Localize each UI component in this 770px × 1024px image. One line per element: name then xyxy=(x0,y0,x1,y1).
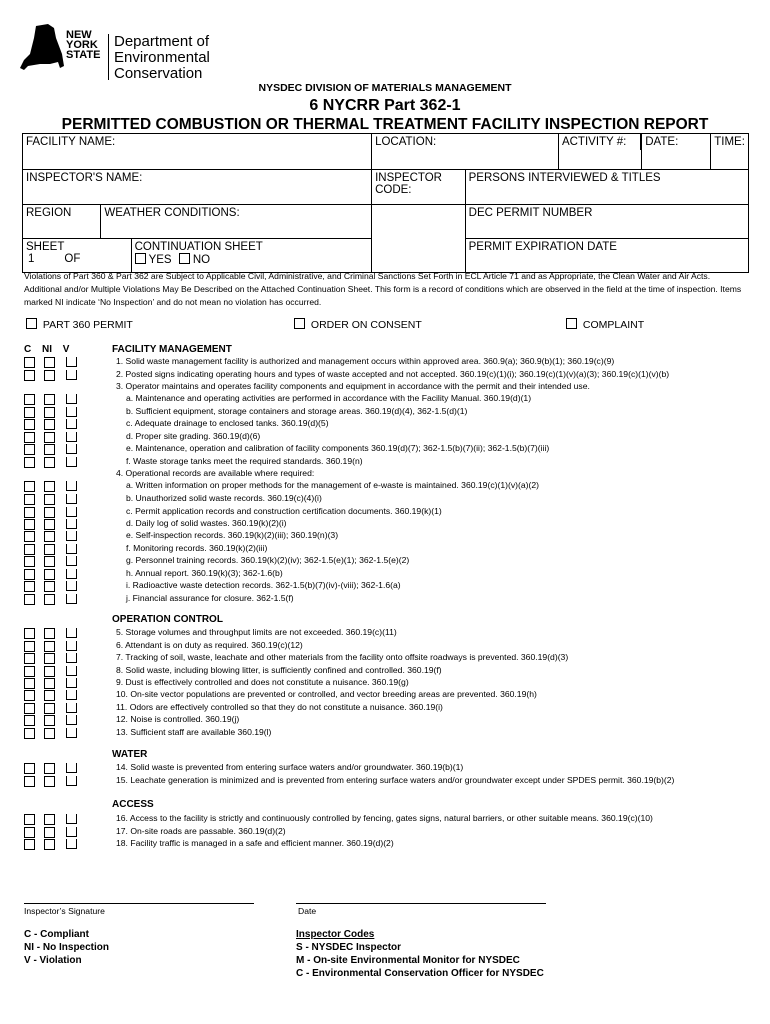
violation-checkbox[interactable] xyxy=(66,481,77,491)
cnv-checkbox-group xyxy=(24,628,84,639)
no-inspection-checkbox[interactable] xyxy=(44,690,55,701)
date-time-field[interactable] xyxy=(642,134,749,170)
sheet-field[interactable]: SHEET 1 OF xyxy=(23,239,132,273)
violation-checkbox[interactable] xyxy=(66,827,77,837)
cnv-checkbox-group xyxy=(24,641,84,652)
logo-department-text: Department of Environmental Conservation xyxy=(114,33,210,82)
cnv-checkbox-group xyxy=(24,839,84,850)
signature-label: Inspector’s Signature xyxy=(24,906,105,916)
no-inspection-checkbox[interactable] xyxy=(44,776,55,787)
division-heading: NYSDEC DIVISION OF MATERIALS MANAGEMENT xyxy=(258,82,512,94)
violation-checkbox[interactable] xyxy=(66,776,77,786)
checklist-item-text: 15. Leachate generation is minimized and is prevented from entering surface waters and/or groundwater except under SPDES permit. 360.19(b)(2) xyxy=(116,775,675,785)
date-line xyxy=(296,903,546,904)
cnv-checkbox-group xyxy=(24,690,84,701)
cnv-checkbox-group xyxy=(24,544,84,555)
compliant-checkbox[interactable] xyxy=(24,581,35,592)
checklist-item-text: a. Maintenance and operating activities are performed in accordance with the Facility Manual. 360.19(d)(1) xyxy=(126,393,532,403)
no-inspection-checkbox[interactable] xyxy=(44,594,55,605)
violations-note: Violations of Part 360 & Part 362 are Subject to Applicable Civil, Administrative, and Criminal Sanctions Set Forth in ECL Article 71 and as Appropriate, the Clean Water and Air Acts. Additional and/or Multiple Violations May Be Described on the Attached Continuation Sheet. This form is a record of conditions which are observed in the field at the time of inspection. Items marked NI indicate ‘No Inspection’ and do not mean no violation has occurred. xyxy=(24,271,742,307)
checklist-item-text: 18. Facility traffic is managed in a safe and efficient manner. 360.19(d)(2) xyxy=(116,838,394,848)
compliant-checkbox[interactable] xyxy=(24,814,35,825)
violation-checkbox[interactable] xyxy=(66,641,77,651)
no-inspection-checkbox[interactable] xyxy=(44,407,55,418)
time-field[interactable]: TIME: xyxy=(714,136,745,148)
nys-dec-logo xyxy=(20,24,220,86)
compliant-checkbox[interactable] xyxy=(24,763,35,774)
checklist-item-text: h. Annual report. 360.19(k)(3); 362-1.6(b) xyxy=(126,568,283,578)
cnv-checkbox-group xyxy=(24,814,84,825)
cnv-checkbox-group xyxy=(24,494,84,505)
compliant-checkbox[interactable] xyxy=(24,494,35,505)
part360-checkbox[interactable] xyxy=(26,318,37,329)
permit-number-field[interactable]: DEC PERMIT NUMBER xyxy=(465,205,748,239)
date-label: Date xyxy=(298,906,317,916)
no-inspection-checkbox[interactable] xyxy=(44,507,55,518)
no-inspection-checkbox[interactable] xyxy=(44,556,55,567)
checklist-item-text: a. Written information on proper methods for the management of e-waste is maintained. 360.19(c)(1)(v)(a)(2) xyxy=(126,480,540,490)
no-inspection-checkbox[interactable] xyxy=(44,519,55,530)
signature-line xyxy=(24,903,254,904)
no-inspection-checkbox[interactable] xyxy=(44,494,55,505)
compliant-checkbox[interactable] xyxy=(24,666,35,677)
blank-cell xyxy=(372,239,466,273)
weather-field[interactable]: WEATHER CONDITIONS: xyxy=(101,205,372,239)
no-inspection-checkbox[interactable] xyxy=(44,569,55,580)
no-inspection-checkbox[interactable] xyxy=(44,653,55,664)
checklist-item-text: 14. Solid waste is prevented from entering surface waters and/or groundwater. 360.19(b)(1) xyxy=(116,762,464,772)
compliant-checkbox[interactable] xyxy=(24,678,35,689)
consent-checkbox[interactable] xyxy=(294,318,305,329)
compliant-checkbox[interactable] xyxy=(24,594,35,605)
region-field[interactable]: REGION xyxy=(23,205,101,239)
inspector-name-field[interactable]: INSPECTOR'S NAME: xyxy=(23,170,372,205)
violation-checkbox[interactable] xyxy=(66,370,77,380)
violation-checkbox[interactable] xyxy=(66,763,77,773)
cnv-checkbox-group xyxy=(24,581,84,592)
cnv-checkbox-group xyxy=(24,594,84,605)
cnv-checkbox-group xyxy=(24,519,84,530)
compliant-checkbox[interactable] xyxy=(24,531,35,542)
cnv-checkbox-group xyxy=(24,715,84,726)
yes-checkbox[interactable] xyxy=(135,253,146,264)
compliant-checkbox[interactable] xyxy=(24,370,35,381)
compliant-checkbox[interactable] xyxy=(24,641,35,652)
checklist-item-text: c. Adequate drainage to enclosed tanks. 360.19(d)(5) xyxy=(126,418,329,428)
compliant-checkbox[interactable] xyxy=(24,556,35,567)
cnv-checkbox-group xyxy=(24,666,84,677)
violation-checkbox[interactable] xyxy=(66,507,77,517)
checklist-item-text: 17. On-site roads are passable. 360.19(d)(2) xyxy=(116,826,286,836)
checklist-item-text: 1. Solid waste management facility is authorized and management occurs within approved area. 360.9(a); 360.9(b)(1); 360.19(c)(9) xyxy=(116,356,615,366)
checklist-item-text: b. Unauthorized solid waste records. 360.19(c)(4)(i) xyxy=(126,493,322,503)
compliant-checkbox[interactable] xyxy=(24,690,35,701)
cnv-checkbox-group xyxy=(24,728,84,739)
logo-state-text: NEW YORK STATE xyxy=(66,29,101,61)
no-inspection-checkbox[interactable] xyxy=(44,703,55,714)
cnv-checkbox-group xyxy=(24,653,84,664)
violation-checkbox[interactable] xyxy=(66,703,77,713)
activity-field[interactable]: ACTIVITY #: xyxy=(558,134,641,170)
regulation-part: 6 NYCRR Part 362-1 xyxy=(309,97,461,114)
checklist-item-text: 8. Solid waste, including blowing litter, is sufficiently confined and controlled. 360.19(f) xyxy=(116,665,442,675)
compliant-checkbox[interactable] xyxy=(24,544,35,555)
continuation-sheet-field: CONTINUATION SHEET YES NO xyxy=(131,239,371,273)
violation-checkbox[interactable] xyxy=(66,594,77,604)
cnv-checkbox-group xyxy=(24,370,84,381)
cnv-checkbox-group xyxy=(24,556,84,567)
no-inspection-checkbox[interactable] xyxy=(44,370,55,381)
no-inspection-checkbox[interactable] xyxy=(44,357,55,368)
compliant-checkbox[interactable] xyxy=(24,357,35,368)
compliant-checkbox[interactable] xyxy=(24,407,35,418)
checklist-item-text: g. Personnel training records. 360.19(k)(2)(iv); 362-1.5(e)(1); 362-1.5(e)(2) xyxy=(126,555,410,565)
cnv-checkbox-group xyxy=(24,763,84,774)
violation-checkbox[interactable] xyxy=(66,444,77,454)
cnv-checkbox-group xyxy=(24,776,84,787)
violation-checkbox[interactable] xyxy=(66,690,77,700)
section-operation-control: OPERATION CONTROL xyxy=(112,614,223,625)
option-complaint[interactable]: COMPLAINT xyxy=(566,318,644,331)
checklist-item-text: 5. Storage volumes and throughput limits are not exceeded. 360.19(c)(11) xyxy=(116,627,397,637)
violation-checkbox[interactable] xyxy=(66,653,77,663)
no-inspection-checkbox[interactable] xyxy=(44,544,55,555)
compliant-checkbox[interactable] xyxy=(24,444,35,455)
violation-checkbox[interactable] xyxy=(66,839,77,849)
compliant-checkbox[interactable] xyxy=(24,827,35,838)
option-part360[interactable]: PART 360 PERMIT xyxy=(26,318,133,331)
complaint-checkbox[interactable] xyxy=(566,318,577,329)
checklist-item-text: d. Daily log of solid wastes. 360.19(k)(2)(i) xyxy=(126,518,287,528)
compliant-checkbox[interactable] xyxy=(24,628,35,639)
violation-checkbox[interactable] xyxy=(66,357,77,367)
cnv-checkbox-group xyxy=(24,703,84,714)
checklist-item-text: 7. Tracking of soil, waste, leachate and other materials from the facility onto offsite roadways is prevented. 360.19(d)(3) xyxy=(116,652,569,662)
violation-checkbox[interactable] xyxy=(66,581,77,591)
no-inspection-checkbox[interactable] xyxy=(44,728,55,739)
violation-checkbox[interactable] xyxy=(66,494,77,504)
compliant-checkbox[interactable] xyxy=(24,728,35,739)
inspector-code-field[interactable]: INSPECTOR CODE: xyxy=(372,170,466,205)
no-inspection-checkbox[interactable] xyxy=(44,444,55,455)
violation-checkbox[interactable] xyxy=(66,407,77,417)
cnv-checkbox-group xyxy=(24,678,84,689)
no-inspection-checkbox[interactable] xyxy=(44,531,55,542)
checklist-item-text: 11. Odors are effectively controlled so that they do not constitute a nuisance. 360.19(i) xyxy=(116,702,443,712)
date-field[interactable]: DATE: xyxy=(642,134,711,169)
compliant-checkbox[interactable] xyxy=(24,432,35,443)
compliant-checkbox[interactable] xyxy=(24,507,35,518)
violation-checkbox[interactable] xyxy=(66,569,77,579)
checklist-item-text: b. Sufficient equipment, storage containers and storage areas. 360.19(d)(4), 362-1.5(d)(1) xyxy=(126,406,468,416)
logo-divider xyxy=(108,34,109,80)
violation-checkbox[interactable] xyxy=(66,666,77,676)
compliant-checkbox[interactable] xyxy=(24,481,35,492)
status-legend: C - Compliant NI - No Inspection V - Violation xyxy=(24,929,109,966)
cnv-checkbox-group xyxy=(24,531,84,542)
checklist-item-text: 16. Access to the facility is strictly and continuously controlled by fencing, gates signs, natural barriers, or other suitable means. 360.19(c)(10) xyxy=(116,813,653,823)
violation-checkbox[interactable] xyxy=(66,432,77,442)
checklist-item-text: i. Radioactive waste detection records. 362-1.5(b)(7)(iv)-(viii); 362-1.6(a) xyxy=(126,580,401,590)
checklist-item-text: 4. Operational records are available where required: xyxy=(116,468,315,478)
compliant-checkbox[interactable] xyxy=(24,653,35,664)
no-inspection-checkbox[interactable] xyxy=(44,763,55,774)
cnv-checkbox-group xyxy=(24,481,84,492)
checklist-item-text: 13. Sufficient staff are available 360.19(l) xyxy=(116,727,272,737)
checklist-item-text: f. Waste storage tanks meet the required standards. 360.19(n) xyxy=(126,456,363,466)
compliant-checkbox[interactable] xyxy=(24,519,35,530)
checklist-item-text: e. Self-inspection records. 360.19(k)(2)(iii); 360.19(n)(3) xyxy=(126,530,339,540)
checklist-item-text: 6. Attendant is on duty as required. 360.19(c)(12) xyxy=(116,640,303,650)
cnv-checkbox-group xyxy=(24,407,84,418)
no-checkbox[interactable] xyxy=(179,253,190,264)
compliant-checkbox[interactable] xyxy=(24,457,35,468)
no-inspection-checkbox[interactable] xyxy=(44,641,55,652)
inspector-codes: Inspector Codes S - NYSDEC Inspector M - On-site Environmental Monitor for NYSDEC C - Environmental Conservation Officer for NYSDEC xyxy=(296,929,544,979)
no-inspection-checkbox[interactable] xyxy=(44,628,55,639)
no-inspection-checkbox[interactable] xyxy=(44,678,55,689)
section-access: ACCESS xyxy=(112,799,154,810)
checklist-item-text: e. Maintenance, operation and calibration of facility components 360.19(d)(7); 362-1.5(b)(7)(ii); 362-1.5(b)(7)(iii) xyxy=(126,443,550,453)
cnv-checkbox-group xyxy=(24,394,84,405)
facility-name-field[interactable]: FACILITY NAME: xyxy=(23,134,372,170)
violation-checkbox[interactable] xyxy=(66,544,77,554)
checklist-item-text: 12. Noise is controlled. 360.19(j) xyxy=(116,714,240,724)
violation-checkbox[interactable] xyxy=(66,728,77,738)
violation-checkbox[interactable] xyxy=(66,678,77,688)
location-field[interactable]: LOCATION: xyxy=(372,134,559,170)
no-inspection-checkbox[interactable] xyxy=(44,581,55,592)
cnv-checkbox-group xyxy=(24,827,84,838)
violation-checkbox[interactable] xyxy=(66,419,77,429)
no-inspection-checkbox[interactable] xyxy=(44,827,55,838)
violation-checkbox[interactable] xyxy=(66,457,77,467)
compliant-checkbox[interactable] xyxy=(24,394,35,405)
violation-checkbox[interactable] xyxy=(66,556,77,566)
violation-checkbox[interactable] xyxy=(66,715,77,725)
cnv-checkbox-group xyxy=(24,507,84,518)
violation-checkbox[interactable] xyxy=(66,531,77,541)
cnv-checkbox-group xyxy=(24,432,84,443)
checklist-item-text: f. Monitoring records. 360.19(k)(2)(iii) xyxy=(126,543,268,553)
inspection-header-table xyxy=(22,133,749,273)
cnv-checkbox-group xyxy=(24,444,84,455)
checklist-item-text: 2. Posted signs indicating operating hours and types of waste accepted and not accepted. 360.19(c)(1)(i); 360.19(c)(1)(v)(a)(3); 360.19(c)(1)(v)(b) xyxy=(116,369,670,379)
compliant-checkbox[interactable] xyxy=(24,703,35,714)
compliant-checkbox[interactable] xyxy=(24,419,35,430)
checklist-item-text: 10. On-site vector populations are prevented or controlled, and vector breeding areas are prevented. 360.19(h) xyxy=(116,689,537,699)
no-inspection-checkbox[interactable] xyxy=(44,419,55,430)
no-inspection-checkbox[interactable] xyxy=(44,394,55,405)
violation-checkbox[interactable] xyxy=(66,519,77,529)
blank-cell xyxy=(372,205,466,239)
compliant-checkbox[interactable] xyxy=(24,776,35,787)
cnv-checkbox-group xyxy=(24,457,84,468)
section-water: WATER xyxy=(112,749,148,760)
checklist-item-text: d. Proper site grading. 360.19(d)(6) xyxy=(126,431,261,441)
persons-interviewed-field[interactable]: PERSONS INTERVIEWED & TITLES xyxy=(465,170,748,205)
checklist-item-text: c. Permit application records and construction certification documents. 360.19(k)(1) xyxy=(126,506,442,516)
checklist-item-text: j. Financial assurance for closure. 362-1.5(f) xyxy=(126,593,294,603)
no-inspection-checkbox[interactable] xyxy=(44,839,55,850)
cnv-checkbox-group xyxy=(24,569,84,580)
compliant-checkbox[interactable] xyxy=(24,839,35,850)
cnv-checkbox-group xyxy=(24,419,84,430)
violation-checkbox[interactable] xyxy=(66,628,77,638)
checklist-item-text: 9. Dust is effectively controlled and does not constitute a nuisance. 360.19(g) xyxy=(116,677,409,687)
no-inspection-checkbox[interactable] xyxy=(44,814,55,825)
no-inspection-checkbox[interactable] xyxy=(44,481,55,492)
violation-checkbox[interactable] xyxy=(66,394,77,404)
option-consent[interactable]: ORDER ON CONSENT xyxy=(294,318,422,331)
cnv-checkbox-group xyxy=(24,357,84,368)
report-title: PERMITTED COMBUSTION OR THERMAL TREATMENT FACILITY INSPECTION REPORT xyxy=(61,116,709,133)
new-york-state-map-icon xyxy=(20,24,66,72)
section-facility-management: FACILITY MANAGEMENT xyxy=(112,344,232,355)
violation-checkbox[interactable] xyxy=(66,814,77,824)
compliant-checkbox[interactable] xyxy=(24,569,35,580)
permit-expiration-field[interactable]: PERMIT EXPIRATION DATE xyxy=(465,239,748,273)
column-headers: C NI V xyxy=(24,344,70,355)
no-inspection-checkbox[interactable] xyxy=(44,457,55,468)
no-inspection-checkbox[interactable] xyxy=(44,666,55,677)
no-inspection-checkbox[interactable] xyxy=(44,715,55,726)
no-inspection-checkbox[interactable] xyxy=(44,432,55,443)
checklist-item-text: 3. Operator maintains and operates facility components and equipment in accordance with the permit and their intended use. xyxy=(116,381,590,391)
compliant-checkbox[interactable] xyxy=(24,715,35,726)
